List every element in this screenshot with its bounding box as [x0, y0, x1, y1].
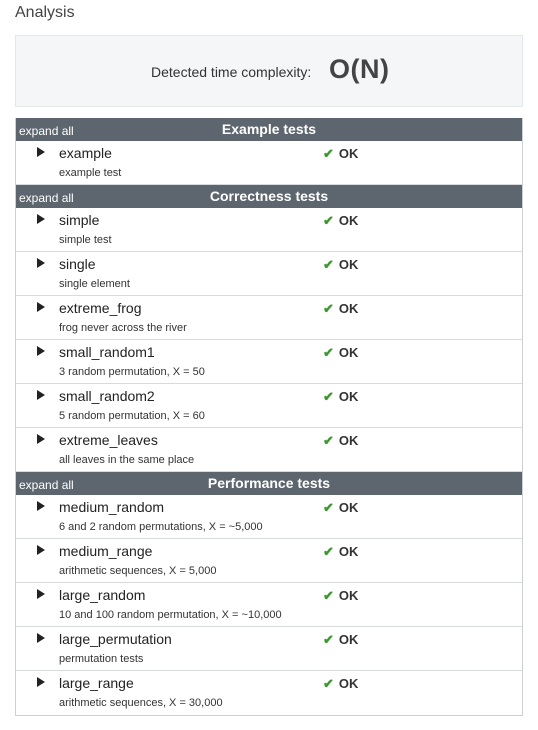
- complexity-label: Detected time complexity:: [151, 64, 312, 80]
- test-row[interactable]: [16, 340, 522, 384]
- test-status: [323, 301, 358, 317]
- test-status: [323, 257, 358, 273]
- expand-all-link[interactable]: expand all: [19, 191, 74, 205]
- test-name: large_random: [59, 587, 146, 603]
- section-title: Example tests: [221, 121, 317, 137]
- status-text: OK: [338, 500, 359, 515]
- expand-arrow-icon[interactable]: [37, 501, 45, 511]
- test-name: large_range: [59, 675, 134, 691]
- section-title: Performance tests: [207, 475, 331, 491]
- test-row[interactable]: [16, 627, 522, 671]
- test-description: frog never across the river: [59, 322, 187, 334]
- checkmark-icon: ✔: [323, 500, 334, 515]
- checkmark-icon: ✔: [323, 433, 334, 448]
- checkmark-icon: ✔: [323, 544, 334, 559]
- test-name: medium_range: [59, 543, 153, 559]
- page-title: Analysis: [15, 4, 75, 21]
- test-description: 5 random permutation, X = 60: [59, 410, 205, 422]
- section-header: [16, 118, 522, 141]
- status-text: OK: [338, 389, 359, 404]
- expand-arrow-icon[interactable]: [37, 545, 45, 555]
- test-status: [323, 433, 358, 449]
- status-text: OK: [338, 632, 359, 647]
- test-description: arithmetic sequences, X = 30,000: [59, 697, 223, 709]
- test-row[interactable]: [16, 428, 522, 472]
- expand-arrow-icon[interactable]: [37, 302, 45, 312]
- checkmark-icon: ✔: [323, 301, 334, 316]
- expand-arrow-icon[interactable]: [37, 589, 45, 599]
- status-text: OK: [338, 301, 359, 316]
- checkmark-icon: ✔: [323, 345, 334, 360]
- checkmark-icon: ✔: [323, 146, 334, 161]
- test-name: simple: [59, 212, 100, 228]
- test-description: arithmetic sequences, X = 5,000: [59, 565, 217, 577]
- test-name: small_random2: [59, 388, 155, 404]
- test-name: extreme_frog: [59, 300, 142, 316]
- status-text: OK: [338, 544, 359, 559]
- checkmark-icon: ✔: [323, 632, 334, 647]
- test-row[interactable]: [16, 141, 522, 185]
- section-header: [16, 472, 522, 495]
- test-name: large_permutation: [59, 631, 172, 647]
- test-status: [323, 345, 358, 361]
- test-description: permutation tests: [59, 653, 144, 665]
- expand-arrow-icon[interactable]: [37, 346, 45, 356]
- test-row[interactable]: [16, 252, 522, 296]
- checkmark-icon: ✔: [323, 588, 334, 603]
- expand-all-link[interactable]: expand all: [19, 478, 74, 492]
- complexity-panel: [15, 35, 523, 107]
- expand-arrow-icon[interactable]: [37, 434, 45, 444]
- checkmark-icon: ✔: [323, 676, 334, 691]
- test-description: 6 and 2 random permutations, X = ~5,000: [59, 521, 263, 533]
- test-description: 3 random permutation, X = 50: [59, 366, 205, 378]
- test-description: example test: [59, 167, 122, 179]
- status-text: OK: [338, 433, 359, 448]
- test-status: [323, 544, 358, 560]
- test-row[interactable]: [16, 539, 522, 583]
- status-text: OK: [338, 588, 359, 603]
- checkmark-icon: ✔: [323, 257, 334, 272]
- status-text: OK: [338, 213, 359, 228]
- test-status: [323, 676, 358, 692]
- status-text: OK: [338, 345, 359, 360]
- test-name: small_random1: [59, 344, 155, 360]
- test-status: [323, 389, 358, 405]
- test-row[interactable]: [16, 495, 522, 539]
- test-description: single element: [59, 278, 130, 290]
- test-description: all leaves in the same place: [59, 454, 195, 466]
- expand-arrow-icon[interactable]: [37, 677, 45, 687]
- section-header: [16, 185, 522, 208]
- expand-arrow-icon[interactable]: [37, 214, 45, 224]
- test-name: example: [59, 145, 112, 161]
- section-title: Correctness tests: [209, 188, 329, 204]
- test-row[interactable]: [16, 296, 522, 340]
- test-name: single: [59, 256, 96, 272]
- test-status: [323, 632, 358, 648]
- test-status: [323, 500, 358, 516]
- expand-arrow-icon[interactable]: [37, 147, 45, 157]
- test-description: 10 and 100 random permutation, X = ~10,000: [59, 609, 282, 621]
- expand-arrow-icon[interactable]: [37, 633, 45, 643]
- complexity-value: O(N): [329, 54, 390, 84]
- checkmark-icon: ✔: [323, 389, 334, 404]
- test-name: extreme_leaves: [59, 432, 158, 448]
- test-row[interactable]: [16, 208, 522, 252]
- test-status: [323, 588, 358, 604]
- test-row[interactable]: [16, 384, 522, 428]
- test-row[interactable]: [16, 583, 522, 627]
- expand-arrow-icon[interactable]: [37, 258, 45, 268]
- test-status: [323, 146, 358, 162]
- expand-arrow-icon[interactable]: [37, 390, 45, 400]
- test-name: medium_random: [59, 499, 165, 515]
- checkmark-icon: ✔: [323, 213, 334, 228]
- status-text: OK: [338, 146, 359, 161]
- status-text: OK: [338, 676, 359, 691]
- test-status: [323, 213, 358, 229]
- test-row[interactable]: [16, 671, 522, 715]
- test-results-table: [15, 118, 523, 716]
- status-text: OK: [338, 257, 359, 272]
- expand-all-link[interactable]: expand all: [19, 124, 74, 138]
- test-description: simple test: [59, 234, 112, 246]
